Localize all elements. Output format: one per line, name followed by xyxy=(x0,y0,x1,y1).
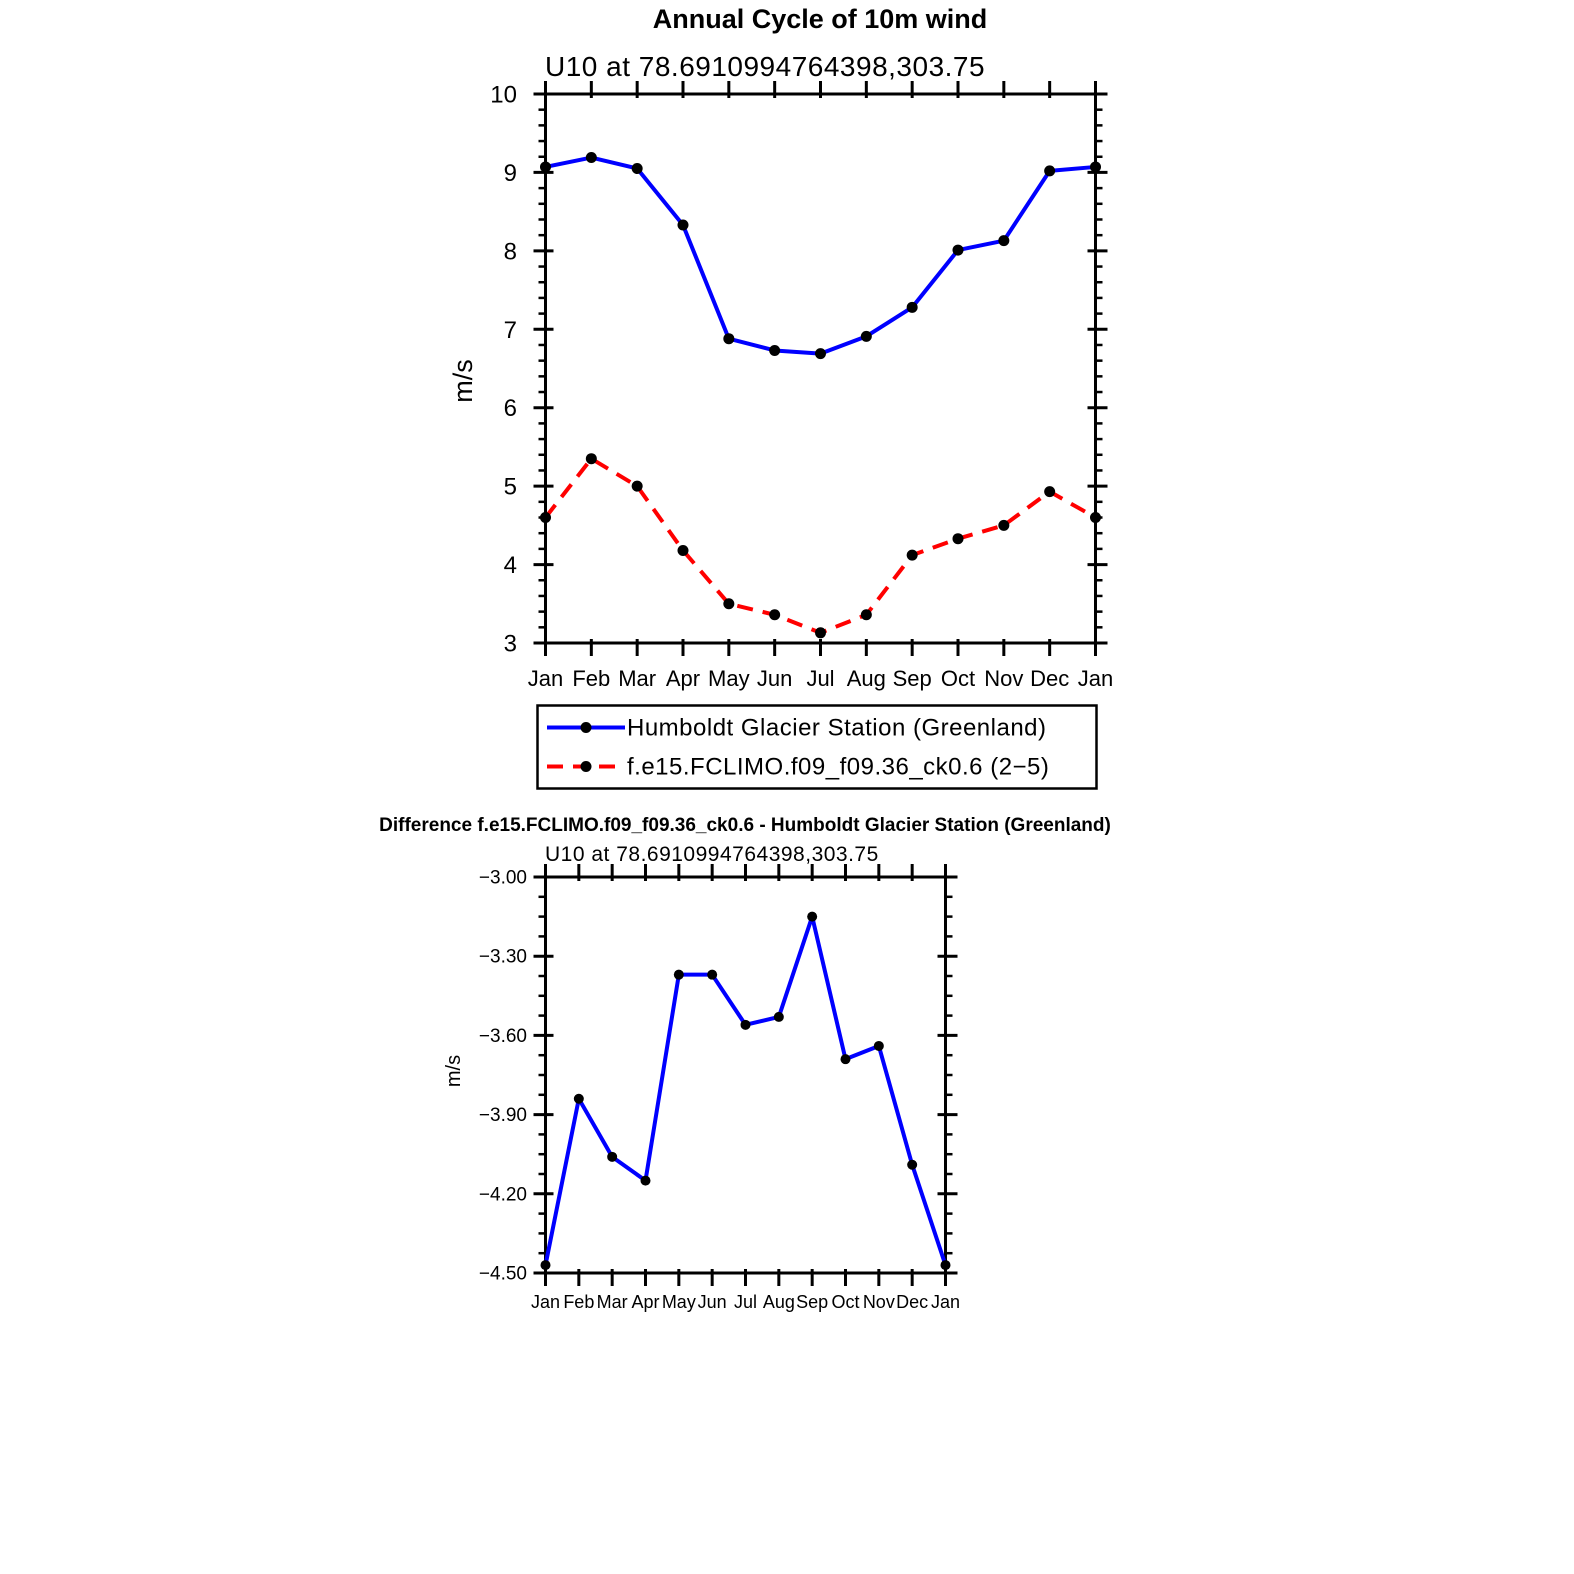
x-tick-label: Feb xyxy=(563,1292,595,1312)
x-tick-label: Jul xyxy=(733,1292,758,1312)
legend-label-station: Humboldt Glacier Station (Greenland) xyxy=(627,714,1047,742)
bottom-chart-plot xyxy=(479,864,960,1312)
series-line xyxy=(546,459,1096,633)
y-tick-label: −4.20 xyxy=(478,1184,527,1206)
data-point-marker xyxy=(769,609,780,620)
y-tick-label: −3.60 xyxy=(478,1025,527,1047)
x-tick-label: May xyxy=(708,666,750,691)
y-tick-label: −3.00 xyxy=(478,867,527,889)
x-tick-label: Aug xyxy=(846,666,886,691)
x-tick-label: Oct xyxy=(940,666,976,691)
data-point-marker xyxy=(998,235,1009,246)
data-point-marker xyxy=(541,1260,551,1270)
x-tick-label: Apr xyxy=(631,1292,660,1312)
x-tick-label: Jun xyxy=(697,1292,727,1312)
data-point-marker xyxy=(998,520,1009,531)
data-point-marker xyxy=(678,219,689,230)
data-point-marker xyxy=(769,345,780,356)
data-point-marker xyxy=(723,598,734,609)
x-tick-label: Nov xyxy=(862,1292,895,1312)
data-point-marker xyxy=(540,161,551,172)
x-tick-label: Nov xyxy=(984,666,1024,691)
data-point-marker xyxy=(861,609,872,620)
x-tick-label: May xyxy=(661,1292,696,1312)
legend-label-model: f.e15.FCLIMO.f09_f09.36_ck0.6 (2−5) xyxy=(627,753,1050,781)
y-tick-label: 8 xyxy=(503,238,517,266)
x-tick-label: Dec xyxy=(1030,666,1070,691)
data-point-marker xyxy=(678,545,689,556)
data-point-marker xyxy=(586,453,597,464)
data-point-marker xyxy=(941,1260,951,1270)
data-point-marker xyxy=(1090,512,1101,523)
bottom-chart-subtitle: U10 at 78.6910994764398,303.75 xyxy=(545,843,879,866)
y-tick-label: 7 xyxy=(503,316,517,344)
legend-dashed-marker-icon xyxy=(581,761,592,772)
data-point-marker xyxy=(586,152,597,163)
data-point-marker xyxy=(607,1152,617,1162)
data-point-marker xyxy=(874,1041,884,1051)
legend-solid-marker-icon xyxy=(581,722,592,733)
data-point-marker xyxy=(953,533,964,544)
data-point-marker xyxy=(632,481,643,492)
x-tick-label: Mar xyxy=(596,1292,628,1312)
x-tick-label: Sep xyxy=(892,666,932,691)
y-tick-label: −3.90 xyxy=(478,1105,527,1127)
x-tick-label: Sep xyxy=(796,1292,829,1312)
x-tick-label: Jun xyxy=(756,666,793,691)
data-point-marker xyxy=(723,333,734,344)
x-tick-label: Jan xyxy=(527,666,564,691)
data-point-marker xyxy=(807,912,817,922)
data-point-marker xyxy=(707,970,717,980)
top-chart-title: Annual Cycle of 10m wind xyxy=(652,4,988,34)
x-tick-label: Dec xyxy=(896,1292,929,1312)
y-tick-label: 10 xyxy=(490,81,517,109)
data-point-marker xyxy=(861,331,872,342)
top-chart-plot xyxy=(490,81,1113,691)
data-point-marker xyxy=(574,1094,584,1104)
x-tick-label: Aug xyxy=(762,1292,795,1312)
x-tick-label: Jan xyxy=(1077,666,1114,691)
y-tick-label: 6 xyxy=(503,395,517,423)
y-tick-label: 3 xyxy=(503,630,517,658)
data-point-marker xyxy=(907,302,918,313)
x-tick-label: Apr xyxy=(665,666,701,691)
x-tick-label: Mar xyxy=(618,666,657,691)
y-tick-label: 5 xyxy=(503,473,517,501)
data-point-marker xyxy=(641,1176,651,1186)
data-point-marker xyxy=(540,512,551,523)
data-point-marker xyxy=(841,1054,851,1064)
data-point-marker xyxy=(632,163,643,174)
x-tick-label: Jul xyxy=(806,666,835,691)
y-tick-label: 9 xyxy=(503,159,517,187)
bottom-chart-title: Difference f.e15.FCLIMO.f09_f09.36_ck0.6 - Humboldt Glacier Station (Greenland) xyxy=(379,815,1111,836)
top-chart-subtitle: U10 at 78.6910994764398,303.75 xyxy=(545,51,986,82)
top-chart-y-axis-title: m/s xyxy=(448,359,478,403)
x-tick-label: Jan xyxy=(930,1292,961,1312)
plot-frame xyxy=(546,94,1096,643)
data-point-marker xyxy=(774,1012,784,1022)
data-point-marker xyxy=(1044,165,1055,176)
data-point-marker xyxy=(815,627,826,638)
legend xyxy=(538,706,1097,789)
series-line xyxy=(546,158,1096,354)
data-point-marker xyxy=(907,550,918,561)
data-point-marker xyxy=(953,245,964,256)
x-tick-label: Jan xyxy=(530,1292,561,1312)
data-point-marker xyxy=(815,348,826,359)
series-line xyxy=(546,917,946,1265)
y-tick-label: −3.30 xyxy=(478,946,527,968)
y-tick-label: −4.50 xyxy=(478,1263,527,1285)
data-point-marker xyxy=(674,970,684,980)
data-point-marker xyxy=(1090,161,1101,172)
y-tick-label: 4 xyxy=(503,552,517,580)
x-tick-label: Feb xyxy=(572,666,611,691)
data-point-marker xyxy=(907,1160,917,1170)
data-point-marker xyxy=(1044,486,1055,497)
data-point-marker xyxy=(741,1020,751,1030)
x-tick-label: Oct xyxy=(831,1292,860,1312)
bottom-chart-y-axis-title: m/s xyxy=(443,1054,465,1088)
